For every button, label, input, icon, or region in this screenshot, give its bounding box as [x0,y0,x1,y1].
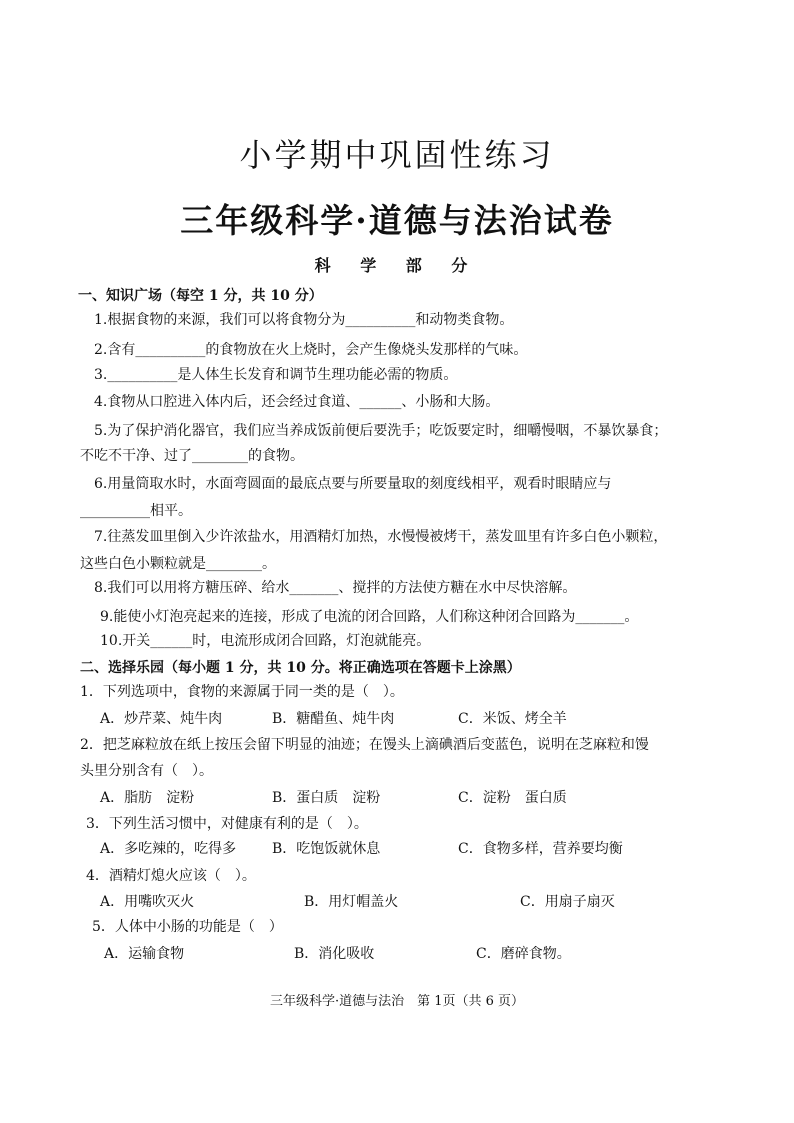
q5-option-c: C．磨碎食物。 [476,946,571,962]
q1-option-b: B．糖醋鱼、炖牛肉 [272,711,395,727]
q4-option-a: A．用嘴吹灭火 [100,894,195,910]
q5-option-b: B．消化吸收 [294,946,375,962]
part1-item: 5.为了保护消化器官，我们应当养成饭前便后要洗手；吃饭要定时，细嚼慢咽，不暴饮暴食； [94,423,668,439]
part1-item: __________相平。 [80,503,192,519]
q3-stem: 3．下列生活习惯中，对健康有利的是（ ）。 [86,816,368,832]
q2-stem-cont: 头里分别含有（ ）。 [80,763,213,779]
q1-option-c: C．米饭、烤全羊 [458,711,567,727]
exam-title: 小学期中巩固性练习 [239,136,555,174]
part1-item: 10.开关______时，电流形成闭合回路，灯泡就能亮。 [100,633,431,649]
q1-stem: 1．下列选项中，食物的来源属于同一类的是（ ）。 [80,684,404,700]
part1-item: 1.根据食物的来源，我们可以将食物分为__________和动物类食物。 [94,312,514,328]
q5-stem: 5．人体中小肠的功能是（ ） [92,919,283,935]
q3-option-c: C．食物多样，营养要均衡 [458,841,623,857]
part1-heading: 一、知识广场（每空 1 分，共 10 分） [78,288,323,304]
part1-item: 9.能使小灯泡亮起来的连接，形成了电流的闭合回路，人们称这种闭合回路为_______。 [100,609,639,625]
section-title: 科 学 部 分 [314,256,480,275]
part1-item: 8.我们可以用将方糖压碎、给水_______、搅拌的方法使方糖在水中尽快溶解。 [94,580,577,596]
q2-option-c: C．淀粉 蛋白质 [458,790,567,806]
part1-item: 6.用量筒取水时，水面弯圆面的最底点要与所要量取的刻度线相平，观看时眼睛应与 [94,476,612,492]
q3-option-b: B．吃饱饭就休息 [272,841,381,857]
q1-option-a: A．炒芹菜、炖牛肉 [100,711,223,727]
part1-item: 4.食物从口腔进入体内后，还会经过食道、______、小肠和大肠。 [94,394,500,410]
part1-item: 不吃不干净、过了________的食物。 [80,448,304,464]
q4-option-c: C．用扇子扇灭 [520,894,615,910]
q5-option-a: A．运输食物 [104,946,185,962]
part1-item: 3.__________是人体生长发育和调节生理功能必需的物质。 [94,367,458,383]
q2-stem: 2．把芝麻粒放在纸上按压会留下明显的油迹；在馒头上滴碘酒后变蓝色，说明在芝麻粒和馒 [80,737,649,753]
part1-item: 这些白色小颗粒就是________。 [80,556,276,572]
q4-stem: 4．酒精灯熄火应该（ ）。 [86,868,256,884]
page-footer: 三年级科学·道德与法治 第 1页（共 6 页） [269,994,525,1009]
q2-option-b: B．蛋白质 淀粉 [272,790,381,806]
q4-option-b: B．用灯帽盖火 [304,894,399,910]
q3-option-a: A．多吃辣的，吃得多 [100,841,237,857]
q2-option-a: A．脂肪 淀粉 [100,790,195,806]
part1-item: 2.含有__________的食物放在火上烧时，会产生像烧头发那样的气味。 [94,342,528,358]
exam-subtitle: 三年级科学·道德与法治试卷 [180,201,614,240]
part2-heading: 二、选择乐园（每小题 1 分，共 10 分。将正确选项在答题卡上涂黑） [80,660,521,676]
part1-item: 7.往蒸发皿里倒入少许浓盐水，用酒精灯加热，水慢慢被烤干，蒸发皿里有许多白色小颗粒， [94,529,668,545]
